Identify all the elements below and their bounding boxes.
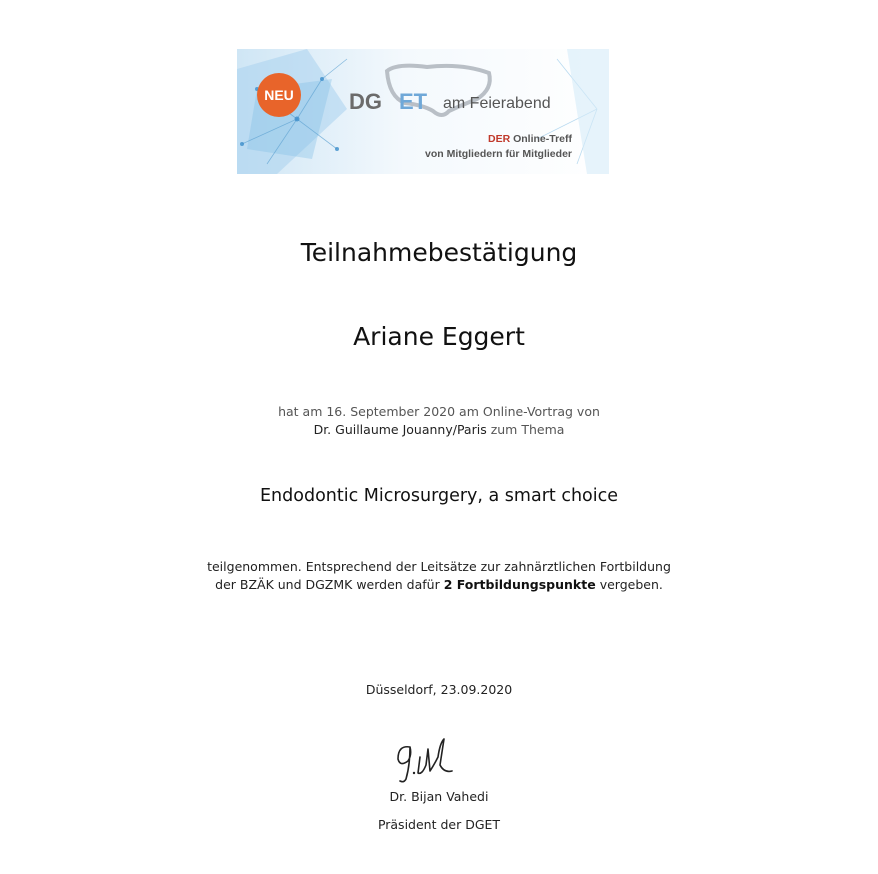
lecture-topic: Endodontic Microsurgery, a smart choice — [260, 486, 618, 506]
dget-banner-graphic — [237, 49, 609, 174]
speaker-name: Dr. Guillaume Jouanny/Paris — [313, 422, 487, 437]
logo-dg: DG — [349, 89, 382, 114]
attendance-line: hat am 16. September 2020 am Online-Vortrag von — [278, 404, 600, 419]
body-line-2-prefix: der BZÄK und DGZMK werden dafür — [215, 577, 440, 592]
logo-suffix: am Feierabend — [443, 95, 551, 112]
speaker-line-suffix: zum Thema — [490, 422, 565, 437]
points-count: 2 Fortbildungspunkte — [443, 577, 596, 592]
tagline-line2: von Mitgliedern für Mitglieder — [424, 148, 572, 160]
body-line-2-suffix: vergeben. — [599, 577, 663, 592]
place-date: Düsseldorf, 23.09.2020 — [365, 682, 513, 697]
tagline-der: DER — [487, 133, 511, 145]
signer-name: Dr. Bijan Vahedi — [389, 789, 489, 804]
body-line-1: teilgenommen. Entsprechend der Leitsätze zur zahnärztlichen Fortbildung — [207, 559, 671, 574]
certificate-title: Teilnahmebestätigung — [300, 238, 578, 267]
header-banner — [237, 49, 609, 174]
neu-badge-label: NEU — [264, 87, 294, 103]
body-line-2 — [0, 577, 878, 592]
speaker-line — [0, 422, 878, 437]
logo-et: ET — [399, 89, 428, 114]
participant-name: Ariane Eggert — [353, 322, 525, 351]
tagline-line1 — [488, 133, 573, 145]
signer-role: Präsident der DGET — [377, 817, 501, 832]
tagline-rest: Online-Treff — [513, 133, 572, 145]
signature-image — [388, 735, 468, 785]
